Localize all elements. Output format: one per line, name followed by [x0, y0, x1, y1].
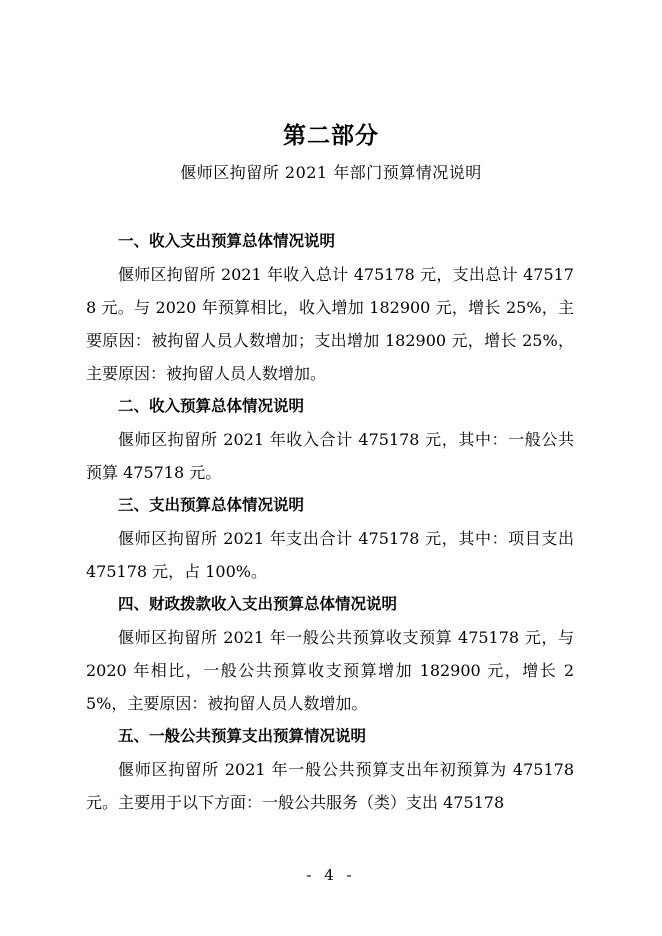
- page-subtitle: 偃师区拘留所 2021 年部门预算情况说明: [180, 163, 482, 182]
- page-title: 第二部分: [283, 123, 379, 149]
- section-heading: 三、支出预算总体情况说明: [118, 496, 305, 514]
- section-heading: 五、一般公共预算支出预算情况说明: [118, 727, 367, 745]
- section-general-public-budget: [86, 720, 574, 819]
- section-paragraph: 偃师区拘留所 2021 年一般公共预算收支预算 475178 元，与 2020 年相比，一般公共预算收支预算增加 182900 元，增长 25%，主要原因：被拘留人员人数增加。: [86, 628, 574, 713]
- section-paragraph: 偃师区拘留所 2021 年收入总计 475178 元，支出总计 475178 元。与 2020 年预算相比，收入增加 182900 元，增长 25%，主要原因：被拘留人员人数增加；支出增加 182900 元，增长 25%，主要原因：被拘留人员人数增加。: [86, 265, 574, 383]
- section-paragraph: 偃师区拘留所 2021 年支出合计 475178 元，其中：项目支出 475178 元，占 100%。: [86, 529, 574, 581]
- section-income-expenditure-overview: [86, 225, 574, 390]
- section-income-budget: [86, 390, 574, 489]
- section-heading: 四、财政拨款收入支出预算总体情况说明: [118, 595, 398, 613]
- section-fiscal-appropriation: [86, 588, 574, 720]
- section-paragraph: 偃师区拘留所 2021 年一般公共预算支出年初预算为 475178 元。主要用于以下方面：一般公共服务（类）支出 475178: [86, 760, 574, 812]
- section-heading: 二、收入预算总体情况说明: [118, 397, 305, 415]
- document-body: [86, 225, 574, 819]
- section-heading: 一、收入支出预算总体情况说明: [118, 232, 336, 250]
- section-paragraph: 偃师区拘留所 2021 年收入合计 475178 元，其中：一般公共预算 475718 元。: [86, 430, 574, 482]
- section-expenditure-budget: [86, 489, 574, 588]
- page-number: - 4 -: [306, 866, 356, 884]
